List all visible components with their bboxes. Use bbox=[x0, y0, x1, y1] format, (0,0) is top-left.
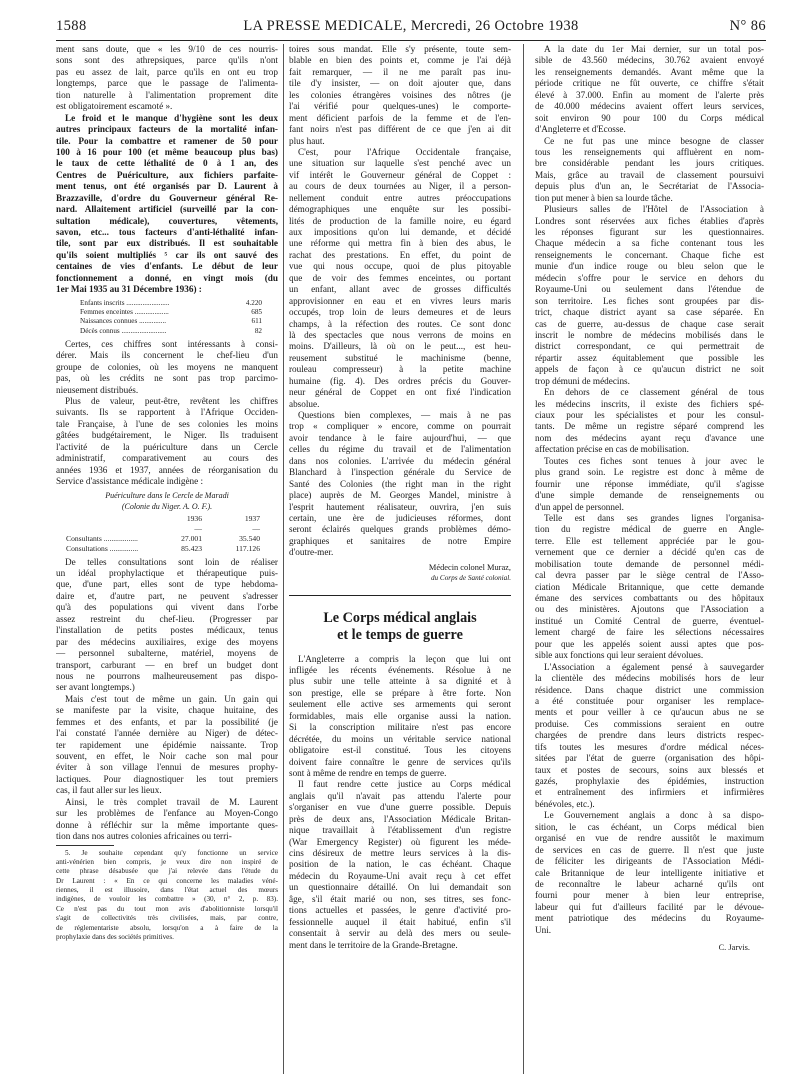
text-line: son territoire. Les fiches sont groupées par dis- bbox=[535, 295, 764, 306]
text-line: l'installation de petits postes médicaux, tenus bbox=[56, 625, 278, 636]
text-line: fant noirs n'est pas différent de ce que j'en ai dit bbox=[289, 124, 511, 135]
text-line: de reconnaître le labeur acharné qu'ils ont bbox=[535, 878, 764, 889]
text-line: ment sans doute, que « les 9/10 de ces nourris- bbox=[56, 44, 278, 54]
text-line: suivants. Ils se rapportent à l'Afrique Occiden- bbox=[56, 407, 278, 418]
text-line: lités de production de la famille noire, eu égard bbox=[289, 215, 511, 226]
text-line: décrétée, du moins un véritable service national bbox=[289, 733, 511, 744]
text-line: taux et postes de secours, soins aux blessés et bbox=[535, 764, 764, 775]
text-line: position de la nation, le cas échéant. Chaque bbox=[289, 859, 511, 870]
text-line: Le Gouvernement anglais a donc à sa dispo- bbox=[544, 810, 764, 821]
text-line: tifs toutes les mesures d'ordre médical néces- bbox=[535, 741, 764, 752]
text-line: Il faut rendre cette justice au Corps médical bbox=[298, 779, 511, 790]
column-divider-2 bbox=[523, 44, 524, 1074]
text-line: vif intérêt le Gouverneur général de Coppet : bbox=[289, 169, 511, 180]
text-line: d'un appel de personnel. bbox=[535, 501, 624, 512]
text-line: 100 à 16 pour 100 (et même beaucoup plus bas) bbox=[56, 146, 278, 157]
header-rule bbox=[56, 40, 766, 41]
text-line: ter rapidement une épidémie naissante. Trop bbox=[56, 739, 278, 750]
text-line: trop démuni de médecins. bbox=[535, 375, 630, 386]
text-line: là des spectacles que nous verrons de moins en bbox=[289, 329, 511, 340]
text-line: absolue. bbox=[289, 398, 320, 409]
text-line: sition, le cas échéant, un Corps médical bien bbox=[535, 821, 764, 832]
text-line: En dehors de ce classement général de tous bbox=[544, 387, 764, 398]
text-line: Telle est dans ses grandes lignes l'organisa- bbox=[544, 512, 764, 523]
text-line: assez restreint du chef-lieu. (Progresser par bbox=[56, 613, 278, 624]
article-separator bbox=[289, 595, 511, 596]
text-line: fessionnelle auquel il était habitué, enfin s'il bbox=[289, 916, 511, 927]
text-line: une réforme qui mettra fin à bien des abus, le bbox=[289, 238, 511, 249]
text-line: celles du régime du travail et de l'alimentation bbox=[289, 444, 511, 455]
row-label: Enfants inscrits ........................ bbox=[80, 298, 170, 307]
text-line: graphiques et sanitaires de notre Empire bbox=[289, 535, 511, 546]
text-line: l'ai vérifié pour quelques-unes) le comporte- bbox=[289, 101, 511, 112]
text-line: est obligatoirement escamoté ». bbox=[56, 101, 173, 112]
text-line: cins désireux de mettre leurs services à la dis- bbox=[289, 848, 511, 858]
paragraph bbox=[56, 694, 278, 797]
text-line: ser avant longtemps.) bbox=[56, 682, 135, 693]
text-line: sible aux fonctions qui leur seraient dévolues. bbox=[535, 650, 704, 661]
text-line: cas, il faut aller sur les lieux. bbox=[56, 785, 162, 796]
text-line: Plusieurs salles de l'Hôtel de l'Association à bbox=[544, 204, 764, 215]
footnote-rule bbox=[56, 845, 114, 846]
text-line: élevé à 37.000. Enfin au moment de l'alerte près bbox=[535, 89, 764, 100]
text-line: répartir assez équitablement que possible les bbox=[535, 352, 764, 363]
text-line: qu'à des populations qui vivent dans l'orbe bbox=[56, 602, 278, 613]
text-line: au cours de deux tournées au Niger, il a person- bbox=[289, 181, 511, 192]
text-line: inscrit le nombre de médecins mobilisés dans le bbox=[535, 329, 764, 340]
text-line: occupés, trop loin de leurs demeures et de leurs bbox=[289, 307, 511, 318]
text-line: tion put mener à bien sa lourde tâche. bbox=[535, 192, 673, 203]
text-line: un questionnaire détaillé. On lui demandait son bbox=[289, 882, 511, 893]
text-line: les colonies étrangères voisines des nôtres (je bbox=[289, 89, 511, 100]
text-line: administratif, comparativement au cours des bbox=[56, 453, 278, 464]
column-divider-1 bbox=[283, 44, 284, 1074]
text-line: cale Britannique de leur intelligente initiative et bbox=[535, 867, 764, 878]
row-label: Consultations ............... bbox=[66, 543, 139, 553]
text-line: nieusement distribués. bbox=[56, 384, 139, 395]
text-line: organisé en vue de rendre aussitôt le maximum bbox=[535, 833, 764, 844]
text-line: Uni. bbox=[535, 924, 552, 935]
text-line: avoir tendance à le faire aujourd'hui, — que bbox=[289, 432, 511, 443]
text-line: les renseignements demandés. Avant même que la bbox=[535, 66, 764, 77]
text-line: ment déficient parfois de la femme et de l'en- bbox=[289, 112, 511, 123]
text-line: Si la conscription militaire n'est pas encore bbox=[289, 722, 511, 733]
row-value: 117.126 bbox=[235, 543, 260, 553]
text-line: lactiques. Pour diagnostiquer les tout premiers bbox=[56, 773, 278, 784]
column-1 bbox=[56, 44, 278, 942]
table-row bbox=[66, 534, 278, 544]
text-line: sultation médicale), couvertures, vêtements, bbox=[56, 215, 278, 226]
text-line: ciation Médicale Britannique, que cette demande bbox=[535, 581, 764, 592]
text-line: fournir une réponse immédiate, qu'il s'agisse bbox=[535, 478, 764, 489]
text-line: ou des ministères. Ajoutons que l'Association a bbox=[535, 604, 764, 615]
text-line: institué un Comité Central de guerre, éventuel- bbox=[535, 615, 764, 626]
text-line: tile. Pour la combattre et ramener de 50 pour bbox=[56, 135, 278, 146]
table-caption bbox=[56, 491, 278, 514]
text-line: riennes, il est illusoire, dans l'état actuel des mœurs bbox=[56, 886, 278, 895]
text-line: consentait à servir au delà des mers ou seule- bbox=[289, 928, 511, 939]
text-line: 1er Mai 1935 au 31 Décembre 1936) : bbox=[56, 284, 202, 295]
text-line: trict, chaque district ayant sa case séparée. En bbox=[535, 307, 764, 318]
text-line: les réponses figurant sur les questionnaires. bbox=[535, 227, 764, 237]
text-line: Londres sont réservées aux fiches établies d'après bbox=[535, 215, 764, 226]
paragraph bbox=[535, 456, 764, 513]
text-line: blable en bien des points et, comme je l'ai déjà bbox=[289, 55, 511, 66]
text-line: Mais c'est tout de même un gain. Un gain qui bbox=[65, 693, 278, 704]
text-line: appels de façon à ce qu'aucun district ne soit bbox=[535, 364, 764, 375]
year-header: 1937 bbox=[244, 514, 260, 524]
text-line: Ce ne fut pas une mince besogne de classer bbox=[544, 135, 764, 146]
text-line: son prestige, elle se prépare à être forte. Non bbox=[289, 687, 511, 698]
text-line: a été constituée pour organiser les remplace- bbox=[535, 695, 764, 706]
text-line: affectation précise en cas de mobilisation. bbox=[535, 444, 689, 455]
text-line: approvisionner en eau et en vivres leurs maris bbox=[289, 295, 511, 306]
text-line: cas de guerre, au-dessus de chaque case serait bbox=[535, 318, 764, 329]
text-line: daire et, d'autre part, ne peuvent s'adresser bbox=[56, 590, 278, 601]
row-value: 4.220 bbox=[245, 298, 262, 307]
text-line: fonctionnement a donné, en vingt mois (du bbox=[56, 272, 278, 283]
text-line: pour que les appelés soient aussi aptes que pos- bbox=[535, 638, 764, 649]
text-line: la clientèle des médecins mobilisés hors de leur bbox=[535, 673, 764, 684]
text-line: période critique ne fût ouverte, ce chiffre s'était bbox=[535, 78, 764, 89]
text-line: près de deux ans, l'Association Médicale Britan- bbox=[289, 813, 511, 824]
text-line: seulement elle active ses armements qui seront bbox=[289, 699, 511, 710]
page-header bbox=[56, 18, 766, 38]
text-line: Questions bien complexes, — mais à ne pas bbox=[298, 410, 511, 420]
text-line: Ainsi, le très complet travail de M. Laurent bbox=[65, 796, 278, 807]
text-line: pas, où les crédits ne sont pas trop parcimo- bbox=[56, 373, 278, 384]
table-row bbox=[80, 327, 278, 336]
year-header: 1936 bbox=[186, 514, 202, 524]
text-line: médecin s'offre pour le service en dehors du bbox=[535, 272, 764, 283]
paragraph bbox=[289, 147, 511, 410]
text-line: de féliciter les dirigeants de l'Association Médi- bbox=[535, 856, 764, 867]
text-line: longtemps, parce que le passage de l'alimenta- bbox=[56, 78, 278, 89]
text-line: éviter à son village l'ennui de mesures prophy- bbox=[56, 762, 278, 773]
text-line: l'ai constaté l'année dernière au Niger) de détec- bbox=[56, 728, 278, 739]
text-line: âge, s'il était marié ou non, ses titres, ses fonc- bbox=[289, 893, 511, 904]
text-line: l'esprit hautement réalisateur, ouvrira, j'en suis bbox=[289, 501, 511, 512]
text-line: Santé des Colonies (the right man in the right bbox=[289, 478, 511, 489]
text-line: Le froid et le manque d'hygiène sont les deux bbox=[65, 112, 278, 123]
text-line: obligatoire est-il constitué. Tous les citoyens bbox=[289, 745, 511, 756]
paragraph bbox=[535, 387, 764, 456]
text-line: C'est, pour l'Afrique Occidentale française, bbox=[298, 146, 511, 157]
text-line: par des médecins auxiliaires, exige des moyens bbox=[56, 636, 278, 647]
text-line: mobilisation toute demande de personnel médi- bbox=[535, 558, 764, 569]
text-line: A la date du 1er Mai dernier, sur un total pos- bbox=[544, 44, 764, 54]
paragraph bbox=[535, 513, 764, 662]
text-line: s'agit de collectivités très civilisées, mais, par contre, bbox=[56, 914, 278, 923]
text-line: nique travaillait à l'établissement d'un registre bbox=[289, 825, 511, 836]
text-line: s'organiser en vue d'une guerre possible. Depuis bbox=[289, 802, 511, 813]
page-number: 1588 bbox=[56, 18, 87, 34]
text-line: seront éclairés quelques grands problèmes démo- bbox=[289, 524, 511, 535]
text-line: reusement substitué le machinisme (benne, bbox=[289, 352, 511, 363]
column-3 bbox=[535, 44, 764, 954]
text-line: humaine (fig. 4). Des ordres précis du Gouver- bbox=[289, 375, 511, 386]
table-row bbox=[66, 544, 278, 554]
text-line: plus grand soin. Le registre est donc à même de bbox=[535, 467, 764, 478]
text-line: d'une simple demande de renseignements ou bbox=[535, 490, 764, 501]
text-line: sible de 43.560 médecins, 30.762 avaient envoyé bbox=[535, 55, 764, 66]
row-value: 35.540 bbox=[239, 533, 260, 543]
row-value: 85.423 bbox=[181, 543, 202, 553]
text-line: fait remarquer, — il ne me paraît pas inu- bbox=[289, 66, 511, 77]
paragraph bbox=[535, 810, 764, 936]
text-line: infligée les récents événements. Résolue à ne bbox=[289, 665, 511, 675]
text-line: nom des médecins ayant reçu d'avance une bbox=[535, 432, 764, 443]
text-line: d'Angleterre et d'Ecosse. bbox=[535, 124, 626, 135]
text-line: terre. Elle est tellement appréciée par le gou- bbox=[535, 535, 764, 546]
text-line: Brazzaville, d'ordre du Gouverneur général Re- bbox=[56, 192, 278, 203]
text-line: ments et pour veiller à ce qu'aucun abus ne se bbox=[535, 707, 764, 718]
text-line: Puériculture dans le Cercle de Maradi bbox=[105, 490, 229, 500]
stats-table bbox=[56, 299, 278, 336]
text-line: neur général de Coppet en ont fixé l'indication bbox=[289, 387, 511, 398]
paragraph bbox=[535, 136, 764, 205]
text-line: tale Française, à l'une de ses colonies les moins bbox=[56, 418, 278, 429]
text-line: un enfant, allant avec de grosses difficultés bbox=[289, 284, 511, 295]
text-line: — personnel subalterne, matériel, moyens de bbox=[56, 648, 278, 659]
text-line: transport, carburant — en bref un budget dont bbox=[56, 659, 278, 670]
article-title-line-1: Le Corps médical anglais bbox=[323, 609, 477, 626]
text-line: nard. Allaitement artificiel (surveillé par la con- bbox=[56, 204, 278, 215]
text-line: toires sous mandat. Elle s'y présente, toute sem- bbox=[289, 44, 511, 54]
text-line: souvent, en effet, le Noir cache son mal pour bbox=[56, 751, 278, 761]
text-line: (Colonie du Niger. A. O. F.). bbox=[121, 501, 213, 511]
text-line: nellement conduit entre autres préoccupations bbox=[289, 192, 511, 203]
text-line: place) auprès de M. Georges Mandel, ministre à bbox=[289, 490, 511, 501]
text-line: tile d'y insister, — on doit ajouter que, dans bbox=[289, 78, 511, 89]
text-line: de 40.000 médecins avaient offert leurs services, bbox=[535, 101, 764, 112]
text-line: centaines de vies d'enfants. Le début de leur bbox=[56, 261, 278, 272]
text-line: bénévoles, etc.). bbox=[535, 798, 595, 809]
text-line: plus haut. bbox=[289, 135, 325, 146]
text-line: L'Association a également pensé à sauvegarder bbox=[544, 661, 764, 672]
table-header-row bbox=[66, 514, 278, 524]
text-line: renseignements le concernant. Chaque fiche est bbox=[535, 249, 764, 260]
issue-number: N° 86 bbox=[729, 18, 766, 34]
text-line: donne à réfléchir sur la même importante ques- bbox=[56, 819, 278, 830]
text-line: de réglementariste absolu, lorsqu'on a à faire de la bbox=[56, 923, 278, 932]
text-line: se manifeste par la visite, chaque huitaine, des bbox=[56, 705, 278, 716]
paragraph bbox=[56, 113, 278, 296]
paragraph bbox=[535, 204, 764, 387]
text-line: autres principaux facteurs de la mortalité infan- bbox=[56, 124, 278, 135]
text-line: De telles consultations sont loin de réaliser bbox=[65, 556, 278, 567]
text-line: que, d'une part, elles sont de type hebdoma- bbox=[56, 579, 278, 590]
text-line: moins. D'ailleurs, là où on le peut..., est heu- bbox=[289, 341, 511, 352]
table-corner bbox=[66, 514, 152, 524]
text-line: que de voir des femmes enceintes, ou portant bbox=[289, 272, 511, 283]
text-line: Centres de Puériculture, aux fichiers parfaite- bbox=[56, 169, 278, 180]
paragraph bbox=[56, 339, 278, 396]
paragraph bbox=[289, 410, 511, 559]
text-line: ment tenus, ont été organisés par D. Laurent à bbox=[56, 181, 278, 192]
text-line: anglais qu'il n'avait pas attendu l'alerte pour bbox=[289, 790, 511, 801]
text-line: sont à même de rendre en temps de guerre. bbox=[289, 767, 447, 778]
text-line: champs, à la réfection des routes. Ce sont donc bbox=[289, 318, 511, 329]
row-value: 27.001 bbox=[181, 533, 202, 543]
text-line: nous ne pourrons malheureusement pas dispo- bbox=[56, 670, 278, 681]
text-line: vue qui nous occupe, quoi de plus pitoyable bbox=[289, 261, 511, 272]
paragraph bbox=[289, 44, 511, 147]
text-line: tile, sont par eux distribués. Il est souhaitable bbox=[56, 238, 278, 249]
text-line: cal devra passer par le siège central de l'Asso- bbox=[535, 570, 764, 581]
text-line: pas eu assez de lait, parce qu'ils en ont eu trop bbox=[56, 66, 278, 77]
text-line: Certes, ces chiffres sont intéressants à consi- bbox=[65, 338, 278, 349]
table-rule-row: — — bbox=[194, 524, 260, 534]
text-line: émane des services combattants ou des hôpitaux bbox=[535, 593, 764, 603]
table-row bbox=[80, 317, 278, 326]
text-line: rachat des prestations. En effet, du point de bbox=[289, 249, 511, 260]
text-line: Blanchard à l'inspection générale du Service de bbox=[289, 467, 511, 478]
text-line: un idéal prophylactique et thérapeutique puis- bbox=[56, 568, 278, 578]
article-title-line-2: et le temps de guerre bbox=[337, 626, 463, 643]
maradi-table bbox=[66, 514, 278, 553]
paragraph bbox=[289, 654, 511, 780]
text-line: les médecins inscrits, il existe des fichiers spé- bbox=[535, 398, 764, 409]
text-line: labeur qui fut d'ailleurs facilité par le dévoue- bbox=[535, 901, 764, 912]
text-line: qu'ils soient multipliés ⁵ car ils ont sauvé des bbox=[56, 249, 278, 260]
text-line: Ce n'est pas du tout mon avis d'abolitionniste lorsqu'il bbox=[56, 904, 278, 913]
author-signature: C. Jarvis. bbox=[718, 943, 750, 953]
text-line: fourni pour mener à bien leur entreprise, bbox=[535, 890, 764, 901]
text-line: dans nos colonies. L'arrivée du médecin général bbox=[289, 455, 511, 466]
text-line: le taux de cette léthalité de 0 à 1 an, des bbox=[56, 158, 278, 169]
text-line: formidables, mais elle organise aussi la nation. bbox=[289, 710, 511, 721]
paragraph bbox=[56, 797, 278, 843]
text-line: L'Angleterre a compris la leçon que lui ont bbox=[298, 653, 511, 664]
text-line: tions actuelles et passées, le genre d'activité pro- bbox=[289, 905, 511, 916]
text-line: sur les problèmes de l'enfance au Moyen-Congo bbox=[56, 808, 278, 819]
journal-title: LA PRESSE MEDICALE, Mercredi, 26 Octobre 1938 bbox=[243, 18, 579, 34]
text-line: district correspondant, ce qui permettrait de bbox=[535, 341, 764, 352]
row-label: Décès connus ......................... bbox=[80, 326, 167, 335]
text-line: soit environ 90 pour 100 du Corps médical bbox=[535, 112, 764, 123]
table-row bbox=[80, 308, 278, 317]
text-line: et entraînement des infirmiers et infirmières bbox=[535, 787, 764, 798]
text-line: ment dans le territoire de la Grande-Bretagne. bbox=[289, 939, 458, 950]
text-line: lement chargé de faire les sélections nécessaires bbox=[535, 627, 764, 638]
author-title: du Corps de Santé colonial. bbox=[430, 574, 511, 583]
text-line: rouleau compresseur) à la petite machine bbox=[289, 364, 511, 375]
text-line: femmes et des enfants, et par la possibilité (je bbox=[56, 716, 278, 727]
text-line: tion dans nos autres colonies africaines ou terri- bbox=[56, 831, 232, 842]
text-line: Toutes ces fiches sont tenues à jour avec le bbox=[544, 455, 764, 466]
text-line: dérer. Mais ils concernent le chef-lieu d'un bbox=[56, 350, 278, 361]
text-line: une situation sur laquelle s'est penché avec un bbox=[289, 158, 511, 169]
text-line: bre considérable pendant les jours critiques. bbox=[535, 158, 764, 169]
text-line: prophylaxie dans des sociétés primitives. bbox=[56, 933, 174, 942]
text-line: de services en cas de guerre. Il n'est que juste bbox=[535, 844, 764, 855]
paragraph bbox=[535, 662, 764, 811]
text-line: Chaque médecin a sa fiche contenant tous les bbox=[535, 238, 764, 249]
text-line: certain, une ère de judicieuses réformes, dont bbox=[289, 512, 511, 523]
author-signature: Médecin colonel Muraz, bbox=[428, 562, 511, 572]
text-line: groupe de colonies, où les moyens ne manquent bbox=[56, 361, 278, 372]
text-line: tion naturelle à l'alimentation proprement dite bbox=[56, 89, 278, 100]
paragraph bbox=[535, 44, 764, 136]
row-label: Femmes enceintes ................... bbox=[80, 307, 169, 316]
text-line: médecin du Royaume-Uni avait reçu à cet effet bbox=[289, 870, 511, 881]
text-line: sons sont des athrepsiques, parce qu'ils n'ont bbox=[56, 55, 278, 66]
text-line: démographiques une enquête sur les possibi- bbox=[289, 204, 511, 215]
text-line: (War Emergency Register) où figurent les méde- bbox=[289, 836, 511, 847]
text-line: plus subir une telle atteinte à sa dignité et à bbox=[289, 676, 511, 687]
column-2 bbox=[289, 44, 511, 951]
text-line: chargées de prendre dans leurs districts respec- bbox=[535, 730, 764, 741]
text-line: indigènes, de vouloir les combattre » (30, n° 2, p. 83). bbox=[56, 895, 278, 904]
text-line: depuis plus d'un an, le Secrétariat de l'Associa- bbox=[535, 181, 764, 192]
table-row bbox=[80, 299, 278, 308]
text-line: cette phrase désabusée que j'ai relevée dans l'étude du bbox=[56, 867, 278, 876]
text-line: l'activité de la puériculture dans un Cercle bbox=[56, 441, 278, 452]
row-label: Consultants .................. bbox=[66, 533, 138, 543]
text-line: produise. Ces commissions seraient en outre bbox=[535, 718, 764, 729]
paragraph bbox=[56, 396, 278, 488]
paragraph bbox=[56, 557, 278, 694]
text-line: aux impositions qu'on lui demande, et décidé bbox=[289, 227, 511, 237]
text-line: ment patriotique des médecins du Royaume- bbox=[535, 913, 764, 924]
text-line: vernement que ce dernier a décidé qu'en cas de bbox=[535, 547, 764, 558]
text-line: munie d'un indice rouge ou bleu selon que le bbox=[535, 261, 764, 272]
text-line: Plus de valeur, peut-être, revêtent les chiffres bbox=[65, 396, 278, 406]
text-line: gazés, prophylaxie des épidémies, instruction bbox=[535, 776, 764, 786]
text-line: Dr Laurent : « En ce qui concerne les maladies véné- bbox=[56, 876, 278, 885]
text-line: Royaume-Uni ou seulement dans l'étendue de bbox=[535, 284, 764, 295]
text-line: résidence. Dans chaque district une commission bbox=[535, 684, 764, 695]
text-line: tion du registre médical de guerre en Angle- bbox=[535, 524, 764, 535]
row-value: 82 bbox=[254, 326, 262, 335]
row-value: 611 bbox=[251, 317, 262, 326]
text-line: Mais, grâce au travail de classement poursuivi bbox=[535, 169, 764, 180]
text-line: gâtées budgétairement, le Niger. Ils traduisent bbox=[56, 430, 278, 441]
text-line: sitées par l'état de guerre (organisation des hôpi- bbox=[535, 753, 764, 764]
text-line: 5. Je souhaite cependant qu'y fonctionne un service bbox=[65, 848, 278, 857]
paragraph bbox=[56, 44, 278, 113]
text-line: d'outre-mer. bbox=[289, 547, 334, 558]
text-line: savon, etc... tous facteurs d'anti-léthalité infan- bbox=[56, 227, 278, 237]
text-line: tous les renseignements qui affluèrent en nom- bbox=[535, 146, 764, 157]
text-line: ciaux pour les spécialistes et pour les consul- bbox=[535, 410, 764, 420]
text-line: années 1936 et 1937, années de réorganisation du bbox=[56, 464, 278, 475]
row-label: Naissances connues ............... bbox=[80, 317, 167, 326]
text-line: doivent faire connaître le genre de services qu'ils bbox=[289, 756, 511, 767]
row-value: 685 bbox=[251, 307, 262, 316]
text-line: Service d'assistance médicale indigène : bbox=[56, 476, 204, 487]
paragraph bbox=[289, 779, 511, 951]
text-line: tants. De même un registre séparé comprend les bbox=[535, 421, 764, 432]
text-line: trop « compliquer » encore, comme on pourrait bbox=[289, 421, 511, 432]
footnote bbox=[56, 849, 278, 943]
text-line: anti-vénérien bien compris, je veux dire non inspiré de bbox=[56, 857, 278, 866]
